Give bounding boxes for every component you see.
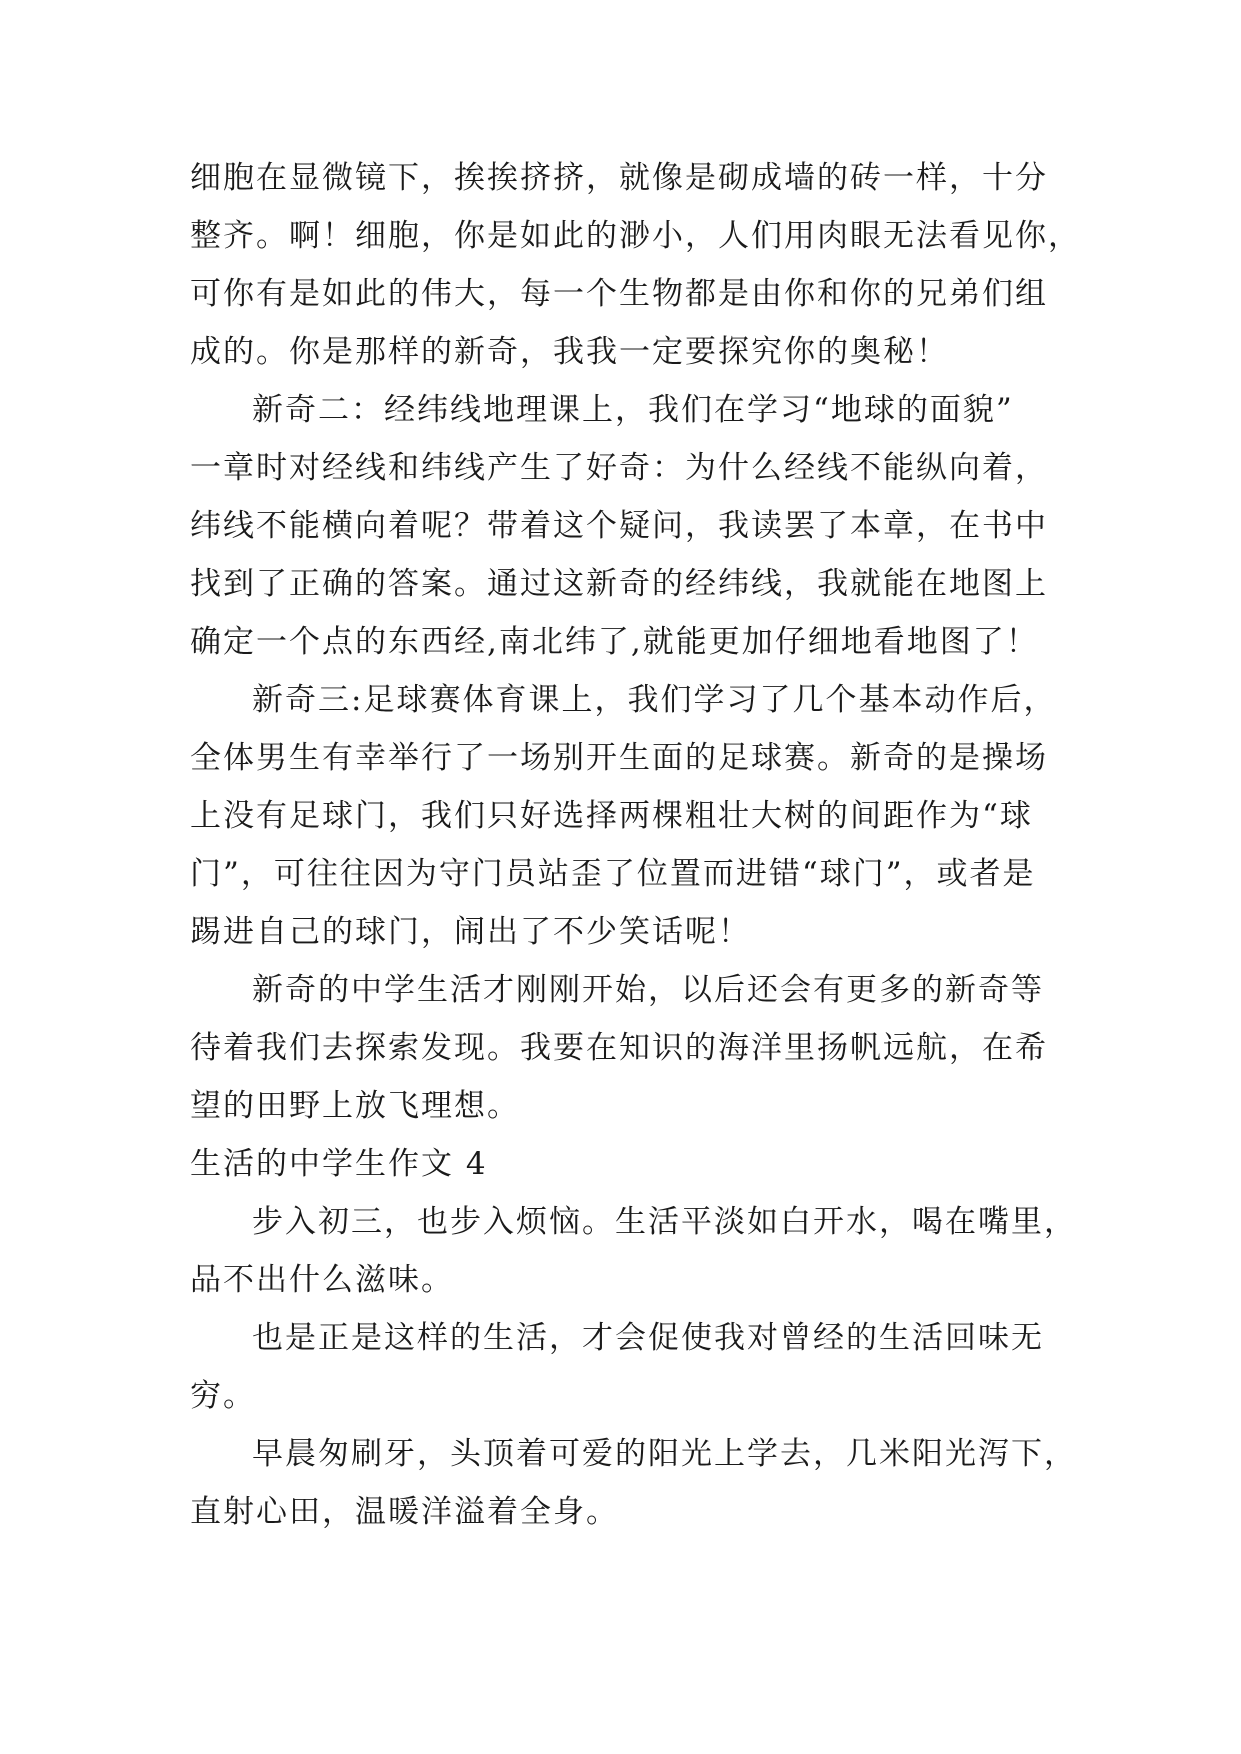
text-line: 全体男生有幸举行了一场别开生面的足球赛。新奇的是操场 (190, 740, 1048, 776)
section-heading: 生活的中学生作文 4 (190, 1146, 488, 1182)
paragraph-first-line: 新奇二：经纬线地理课上，我们在学习“地球的面貌” (252, 392, 1014, 428)
text-line: 上没有足球门，我们只好选择两棵粗壮大树的间距作为“球 (190, 798, 1033, 834)
text-line: 门”，可往往因为守门员站歪了位置而进错“球门”，或者是 (190, 856, 1036, 892)
paragraph-first-line: 早晨匆刷牙，头顶着可爱的阳光上学去，几米阳光泻下， (252, 1436, 1077, 1472)
paragraph-first-line: 步入初三，也步入烦恼。生活平淡如白开水，喝在嘴里， (252, 1204, 1077, 1240)
paragraph-first-line: 也是正是这样的生活，才会促使我对曾经的生活回味无 (252, 1320, 1044, 1356)
paragraph-first-line: 新奇三:足球赛体育课上，我们学习了几个基本动作后， (252, 682, 1057, 718)
text-line: 找到了正确的答案。通过这新奇的经纬线，我就能在地图上 (190, 566, 1048, 602)
text-line: 待着我们去探索发现。我要在知识的海洋里扬帆远航，在希 (190, 1030, 1048, 1066)
text-line: 穷。 (190, 1378, 256, 1414)
paragraph-first-line: 新奇的中学生活才刚刚开始，以后还会有更多的新奇等 (252, 972, 1044, 1008)
text-line: 直射心田，温暖洋溢着全身。 (190, 1494, 619, 1530)
text-line: 品不出什么滋味。 (190, 1262, 454, 1298)
text-line: 可你有是如此的伟大，每一个生物都是由你和你的兄弟们组 (190, 276, 1048, 312)
text-line: 成的。你是那样的新奇，我我一定要探究你的奥秘！ (190, 334, 949, 370)
text-line: 一章时对经线和纬线产生了好奇：为什么经线不能纵向着， (190, 450, 1048, 486)
text-line: 踢进自己的球门，闹出了不少笑话呢！ (190, 914, 751, 950)
text-line: 纬线不能横向着呢？带着这个疑问，我读罢了本章，在书中 (190, 508, 1048, 544)
text-line: 望的田野上放飞理想。 (190, 1088, 520, 1124)
text-line: 细胞在显微镜下，挨挨挤挤，就像是砌成墙的砖一样，十分 (190, 160, 1048, 196)
text-line: 确定一个点的东西经,南北纬了,就能更加仔细地看地图了！ (190, 624, 1039, 660)
text-line: 整齐。啊！细胞，你是如此的渺小，人们用肉眼无法看见你， (190, 218, 1081, 254)
